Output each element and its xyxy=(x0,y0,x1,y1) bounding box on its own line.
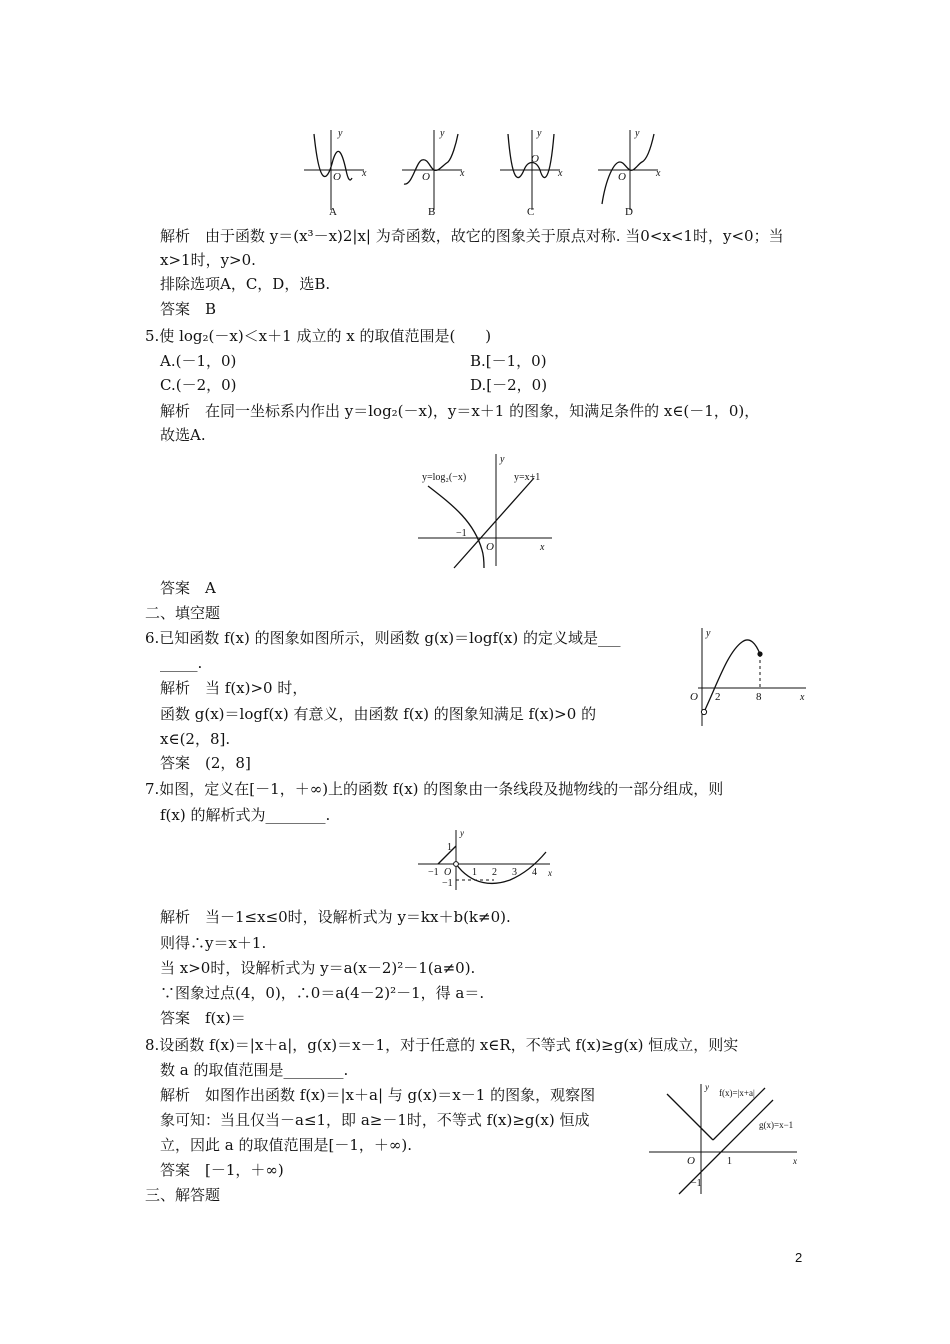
svg-text:O: O xyxy=(486,541,494,553)
section-fill-in: 二、填空题 xyxy=(145,604,221,622)
q7-fig-tick-3: 3 xyxy=(512,867,517,878)
svg-text:x: x xyxy=(656,168,661,179)
q7-fig-tick-4: 4 xyxy=(532,867,537,878)
q6-graph xyxy=(688,622,813,732)
q6-analysis-line-2: 函数 g(x)＝logf(x) 有意义，由函数 f(x) 的图象知满足 f(x)>0 的 xyxy=(160,705,597,723)
q8-fig-tick-m1: −1 xyxy=(691,1178,702,1189)
svg-text:O: O xyxy=(422,171,430,183)
svg-text:O: O xyxy=(531,153,539,165)
q4-graph-d xyxy=(598,128,661,218)
q5-option-a: A.(－1，0) xyxy=(160,352,237,370)
q6-stem-line-1: 6.已知函数 f(x) 的图象如图所示，则函数 g(x)＝logf(x) 的定义域是___ xyxy=(145,629,621,647)
q7-analysis-line-2: 则得∴y＝x＋1. xyxy=(160,934,267,952)
svg-text:x: x xyxy=(362,168,367,179)
q5-fig-label-line: y=x+1 xyxy=(514,472,541,483)
q5-option-c: C.(－2，0) xyxy=(160,376,237,394)
page-number: 2 xyxy=(795,1250,803,1265)
section-solutions: 三、解答题 xyxy=(145,1186,221,1204)
q5-fig-label-log: y=log₂(−x) xyxy=(422,472,467,483)
svg-text:O: O xyxy=(333,171,341,183)
q8-stem-line-2: 数 a 的取值范围是________. xyxy=(160,1061,349,1079)
q7-stem-line-1: 7.如图，定义在[－1，＋∞)上的函数 f(x) 的图象由一条线段及抛物线的一部分组成，则 xyxy=(145,780,724,798)
q8-fig-label-f: f(x)=|x+a| xyxy=(719,1088,755,1098)
q5-answer: 答案 A xyxy=(160,579,216,597)
q7-fig-tick-2: 2 xyxy=(492,867,497,878)
q5-analysis-line-2: 故选A. xyxy=(160,426,206,444)
q5-fig-tick: −1 xyxy=(456,528,467,539)
q7-analysis-line-3: 当 x>0时，设解析式为 y＝a(x－2)²－1(a≠0). xyxy=(160,959,476,977)
svg-text:O: O xyxy=(690,691,698,703)
q6-answer: 答案 (2，8] xyxy=(160,754,251,772)
svg-text:y: y xyxy=(635,128,640,139)
svg-text:x: x xyxy=(558,168,563,179)
q6-fig-tick-2: 2 xyxy=(715,691,721,703)
q4-label-d: D xyxy=(625,206,633,218)
q4-option-graphs xyxy=(300,122,680,222)
svg-text:x: x xyxy=(540,542,545,553)
svg-text:y: y xyxy=(705,1082,709,1092)
svg-text:y: y xyxy=(537,128,542,139)
q5-graph xyxy=(414,450,564,570)
q4-graph-c xyxy=(500,128,563,218)
svg-text:O: O xyxy=(687,1155,695,1167)
q7-answer: 答案 f(x)＝ xyxy=(160,1009,246,1027)
q8-graph xyxy=(645,1080,810,1198)
svg-text:x: x xyxy=(548,868,552,878)
q4-analysis-line-2: x>1时，y>0. xyxy=(160,251,256,269)
q7-fig-tick-1: 1 xyxy=(472,867,477,878)
svg-text:y: y xyxy=(440,128,445,139)
svg-text:x: x xyxy=(800,692,805,703)
q4-graph-b xyxy=(402,128,465,218)
q4-label-a: A xyxy=(329,206,337,218)
q4-analysis-line-3: 排除选项A，C，D，选B. xyxy=(160,275,331,293)
q6-analysis-line-3: x∈(2，8]. xyxy=(160,730,231,748)
q4-analysis-line-1: 解析 由于函数 y＝(x³－x)2|x| 为奇函数，故它的图象关于原点对称. 当0<x<1时，y<0；当 xyxy=(160,227,784,245)
q7-graph xyxy=(414,828,554,894)
q5-analysis-line-1: 解析 在同一坐标系内作出 y＝log₂(－x)，y＝x＋1 的图象，知满足条件的 x∈(－1，0)， xyxy=(160,402,760,420)
svg-text:x: x xyxy=(460,168,465,179)
q4-graph-a xyxy=(304,128,367,218)
q5-option-b: B.[－1，0) xyxy=(470,352,547,370)
q6-analysis-line-1: 解析 当 f(x)>0 时， xyxy=(160,679,308,697)
q8-analysis-line-1: 解析 如图作出函数 f(x)＝|x＋a| 与 g(x)＝x－1 的图象，观察图 xyxy=(160,1086,596,1104)
q8-analysis-line-3: 立，因此 a 的取值范围是[－1，＋∞). xyxy=(160,1136,412,1154)
q8-answer: 答案 [－1，＋∞) xyxy=(160,1161,284,1179)
svg-text:x: x xyxy=(793,1156,797,1166)
q8-fig-tick-1: 1 xyxy=(727,1156,732,1167)
svg-text:y: y xyxy=(500,454,505,465)
q7-fig-y1: 1 xyxy=(447,842,452,853)
q4-label-c: C xyxy=(527,206,535,218)
svg-text:y: y xyxy=(706,628,711,639)
q8-fig-label-g: g(x)=x−1 xyxy=(759,1120,794,1130)
q8-stem-line-1: 8.设函数 f(x)＝|x＋a|，g(x)＝x－1，对于任意的 x∈R，不等式 f(x)≥g(x) 恒成立，则实 xyxy=(145,1036,739,1054)
q7-analysis-line-4: ∵图象过点(4，0)，∴0＝a(4－2)²－1，得 a＝. xyxy=(160,984,485,1002)
q4-answer: 答案 B xyxy=(160,300,217,318)
svg-text:O: O xyxy=(444,867,452,878)
svg-text:O: O xyxy=(618,171,626,183)
q4-label-b: B xyxy=(428,206,436,218)
q6-fig-tick-8: 8 xyxy=(756,691,762,703)
svg-text:y: y xyxy=(460,828,464,838)
q7-fig-tick-m1: −1 xyxy=(428,867,439,878)
q7-stem-line-2: f(x) 的解析式为________. xyxy=(160,806,331,824)
q7-analysis-line-1: 解析 当－1≤x≤0时，设解析式为 y＝kx＋b(k≠0). xyxy=(160,908,511,926)
q5-stem: 5.使 log₂(－x)＜x＋1 成立的 x 的取值范围是( ) xyxy=(145,327,492,345)
q7-fig-ym1: −1 xyxy=(442,878,453,889)
q5-option-d: D.[－2，0) xyxy=(470,376,548,394)
q8-analysis-line-2: 象可知：当且仅当－a≤1，即 a≥－1时，不等式 f(x)≥g(x) 恒成 xyxy=(160,1111,590,1129)
q6-stem-line-2: _____. xyxy=(160,654,203,672)
svg-text:y: y xyxy=(338,128,343,139)
